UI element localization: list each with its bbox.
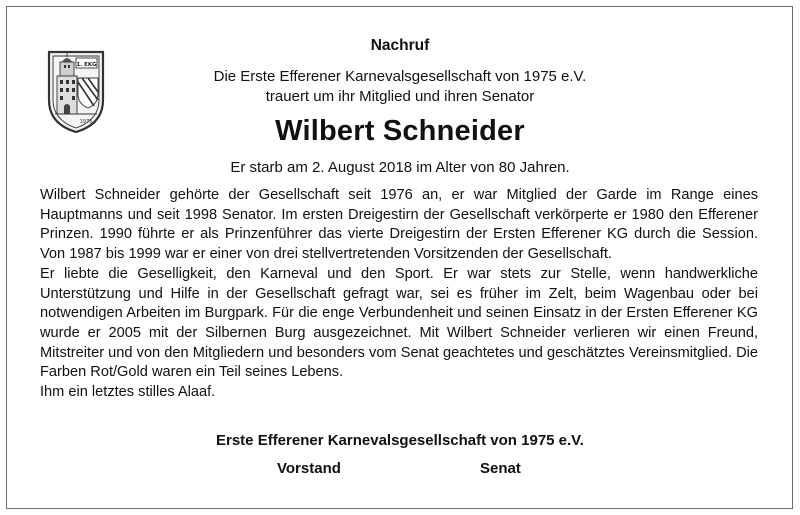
notice-body [40,186,758,403]
organization-signature: Erste Efferener Karnevalsgesellschaft von 1975 e.V. [216,432,584,449]
crest-banner-text: 1. EKG [76,62,97,68]
closing-line: Ihm ein letztes stilles Alaaf. [40,384,216,401]
notice-heading: Nachruf [370,37,430,54]
crest-year-text: 1975 [79,119,93,125]
deceased-name: Wilbert Schneider [275,115,525,147]
intro-line-2: trauert um ihr Mitglied und ihren Senator [265,88,535,105]
signature-board: Vorstand [277,460,341,477]
death-line: Er starb am 2. August 2018 im Alter von 80 Jahren. [230,159,570,176]
body-paragraph: Wilbert Schneider gehörte der Gesellschaft seit 1976 an, er war Mitglied der Garde im Range eines Hauptmanns und seit 1998 Senator. Im ersten Dreigestirn der Gesellschaft verkörperte er 1980 den Efferener Prinzen. 1990 führte er als Prinzenführer das vierte Dreigestirn der Ersten Efferener KG durch die Session. Von 1987 bis 1999 war er einer von drei stellvertretenden Vorsitzenden der Gesellschaft. [40,187,758,263]
body-paragraph: Er liebte die Geselligkeit, den Karneval und den Sport. Er war stets zur Stelle, wenn handwerkliche Unterstützung und Hilfe in der Gesellschaft gefragt war, sei es früher im Zelt, beim Wagenbau oder bei notwendigen Arbeiten im Burgpark. Für die enge Verbundenheit und seinen Einsatz in der Ersten Efferener KG wurde er 2005 mit der Silbernen Burg ausgezeichnet. Mit Wilbert Schneider verlieren wir einen Freund, Mitstreiter und von den Mitgliedern und besonders vom Senat geachtetes und geschätztes Vereinsmitglied. Die Farben Rot/Gold waren ein Teil seines Lebens. [40,265,758,381]
intro-line-1: Die Erste Efferener Karnevalsgesellschaft von 1975 e.V. [213,68,587,85]
club-crest-icon [46,48,106,134]
signature-senate: Senat [480,460,521,477]
